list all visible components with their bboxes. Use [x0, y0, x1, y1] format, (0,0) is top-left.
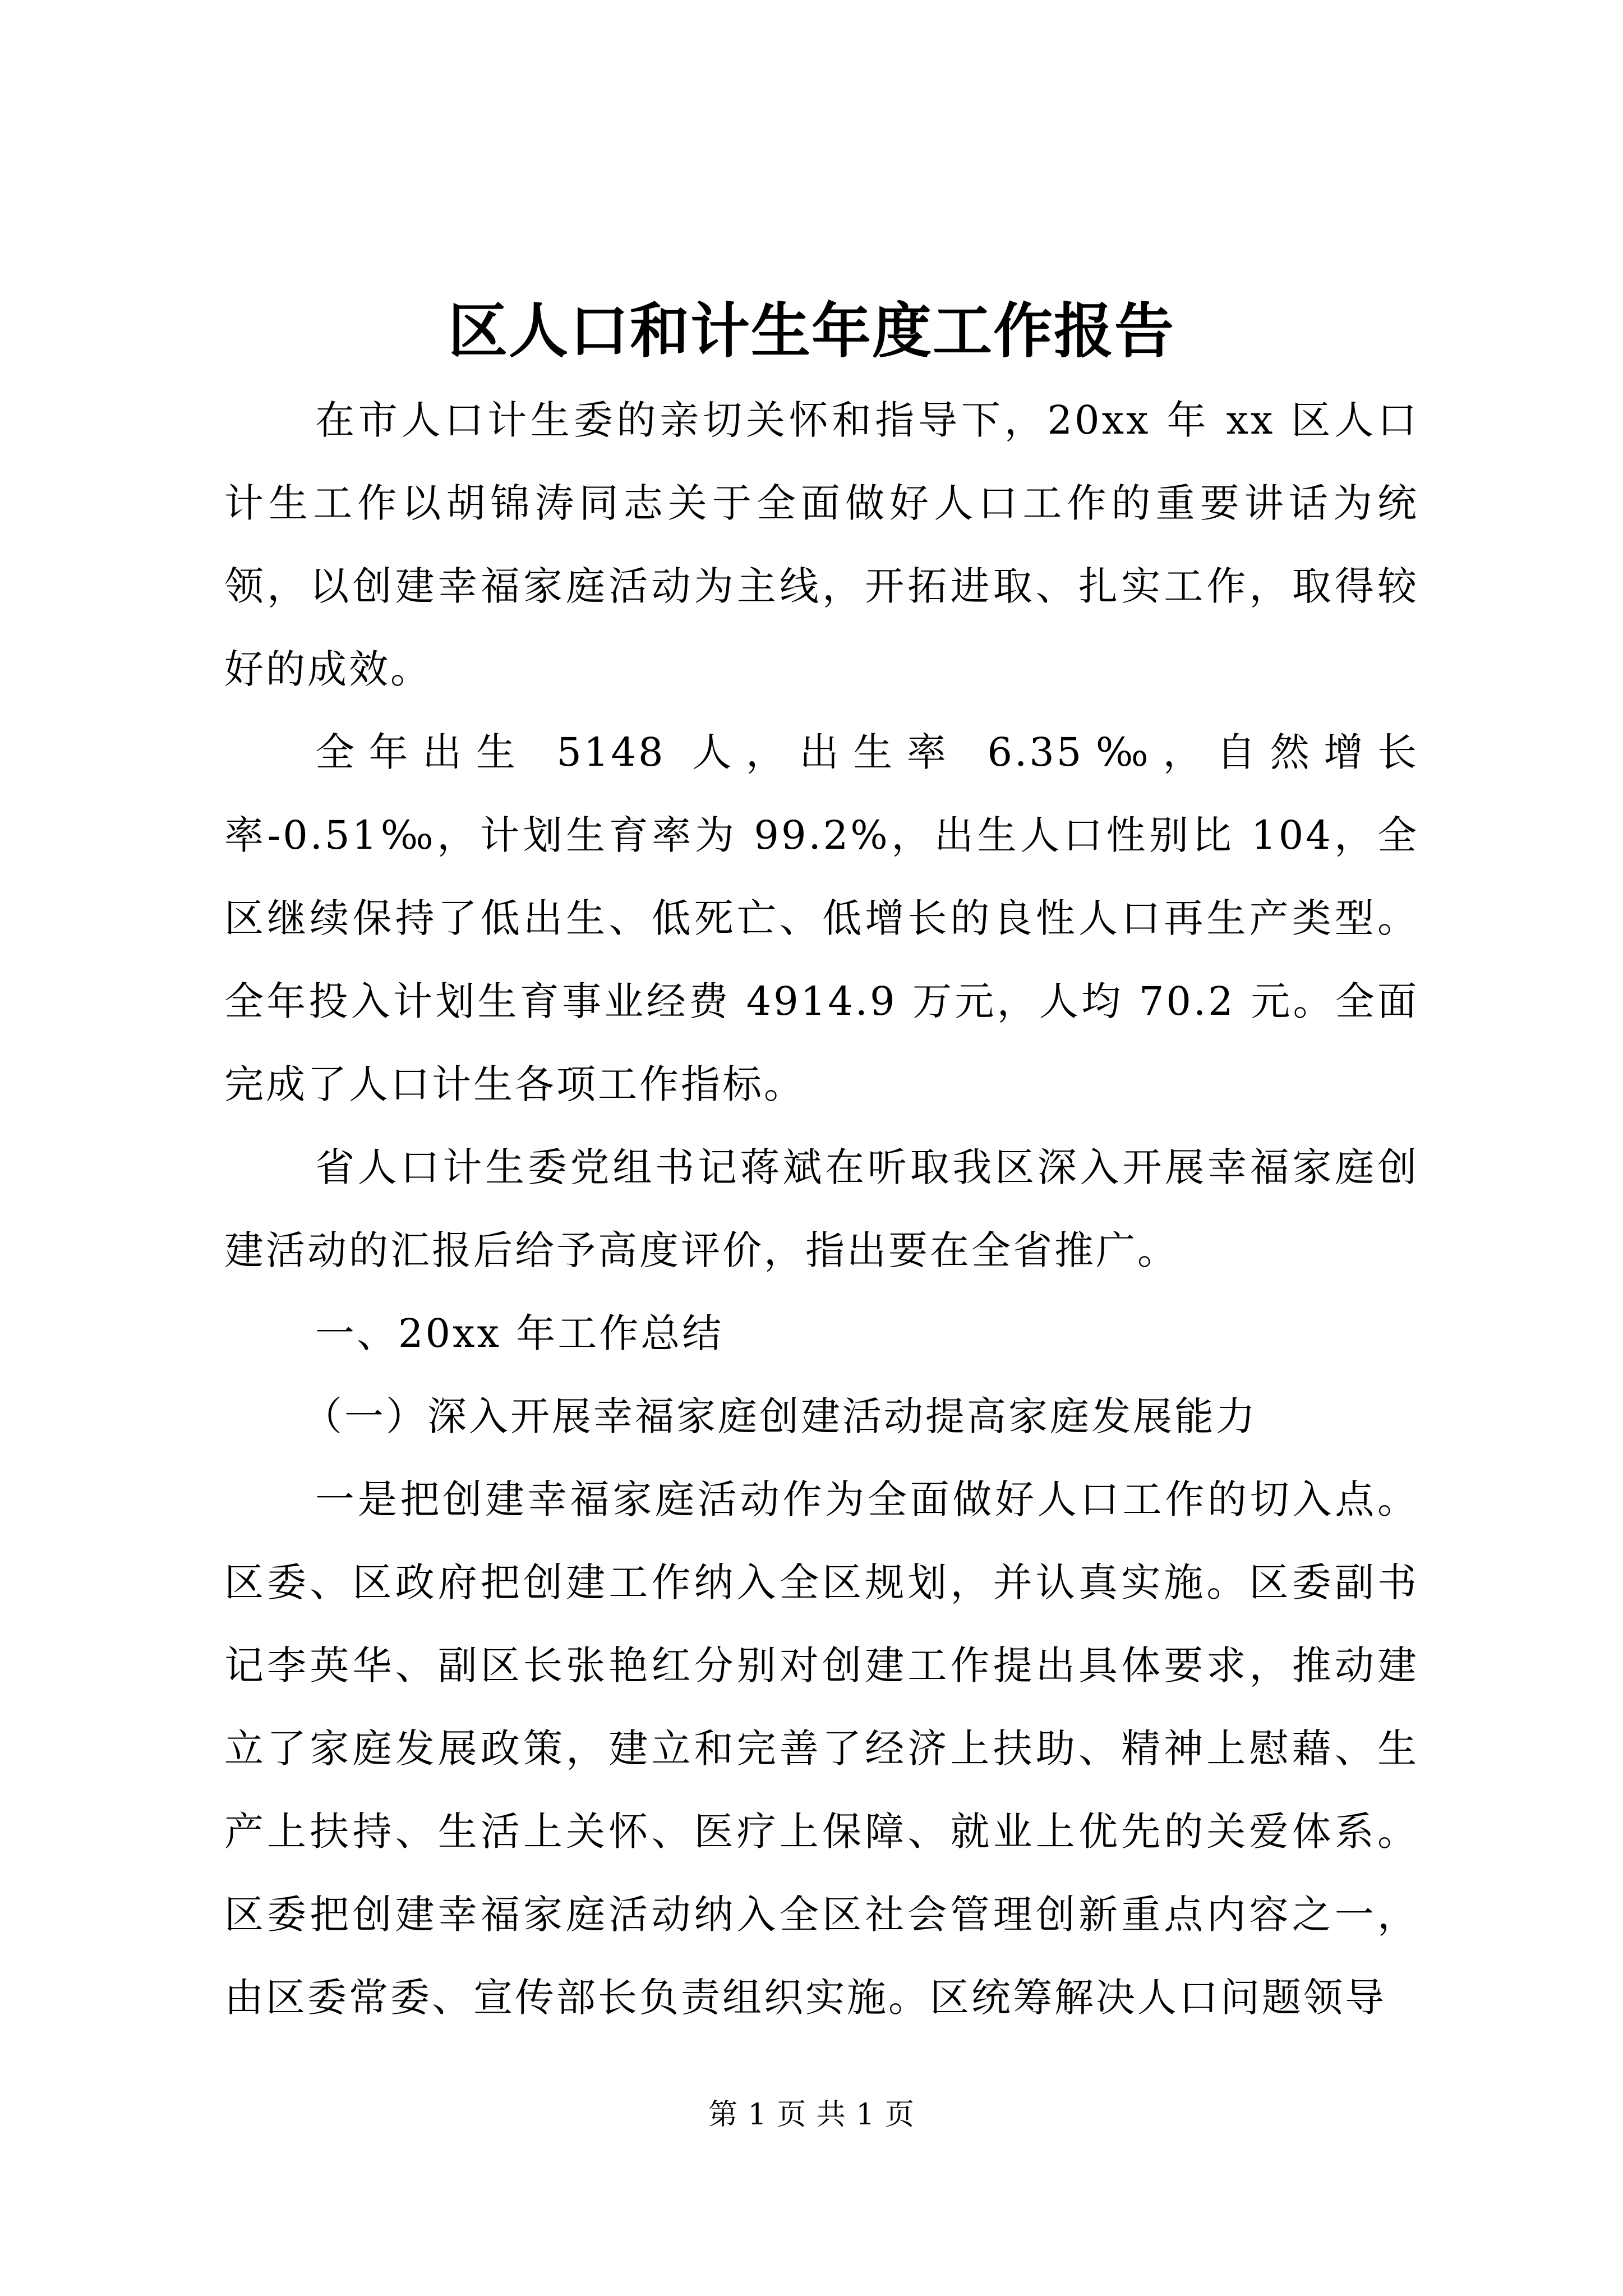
document-title: 区人口和计生年度工作报告: [448, 296, 1175, 366]
paragraph-detail: 一是把创建幸福家庭活动作为全面做好人口工作的切入点。区委、区政府把创建工作纳入全区规划，并认真实施。区委副书记李英华、副区长张艳红分别对创建工作提出具体要求，推动建立了家庭发展政策，建立和完善了经济上扶助、精神上慰藉、生产上扶持、生活上关怀、医疗上保障、就业上优先的关爱体系。区委把创建幸福家庭活动纳入全区社会管理创新重点内容之一，由区委常委、宣传部长负责组织实施。区统筹解决人口问题领导: [224, 1476, 1419, 2021]
document-body: [224, 379, 1419, 2039]
paragraph-statistics: 全年出生 5148 人，出生率 6.35‰，自然增长率-0.51‰，计划生育率为 99.2%，出生人口性别比 104，全区继续保持了低出生、低死亡、低增长的良性人口再生产类型。全年投入计划生育事业经费 4914.9 万元，人均 70.2 元。全面完成了人口计生各项工作指标。: [224, 729, 1419, 1107]
subsection-heading: （一）深入开展幸福家庭创建活动提高家庭发展能力: [303, 1393, 1257, 1439]
paragraph-intro: 在市人口计生委的亲切关怀和指导下，20xx 年 xx 区人口计生工作以胡锦涛同志关于全面做好人口工作的重要讲话为统领，以创建幸福家庭活动为主线，开拓进取、扎实工作，取得较好的成效。: [224, 397, 1419, 692]
paragraph-evaluation: 省人口计生委党组书记蒋斌在听取我区深入开展幸福家庭创建活动的汇报后给予高度评价，指出要在全省推广。: [224, 1144, 1419, 1273]
page-number-footer: 第 1 页 共 1 页: [708, 2098, 915, 2132]
section-heading: 一、20xx 年工作总结: [315, 1310, 724, 1356]
